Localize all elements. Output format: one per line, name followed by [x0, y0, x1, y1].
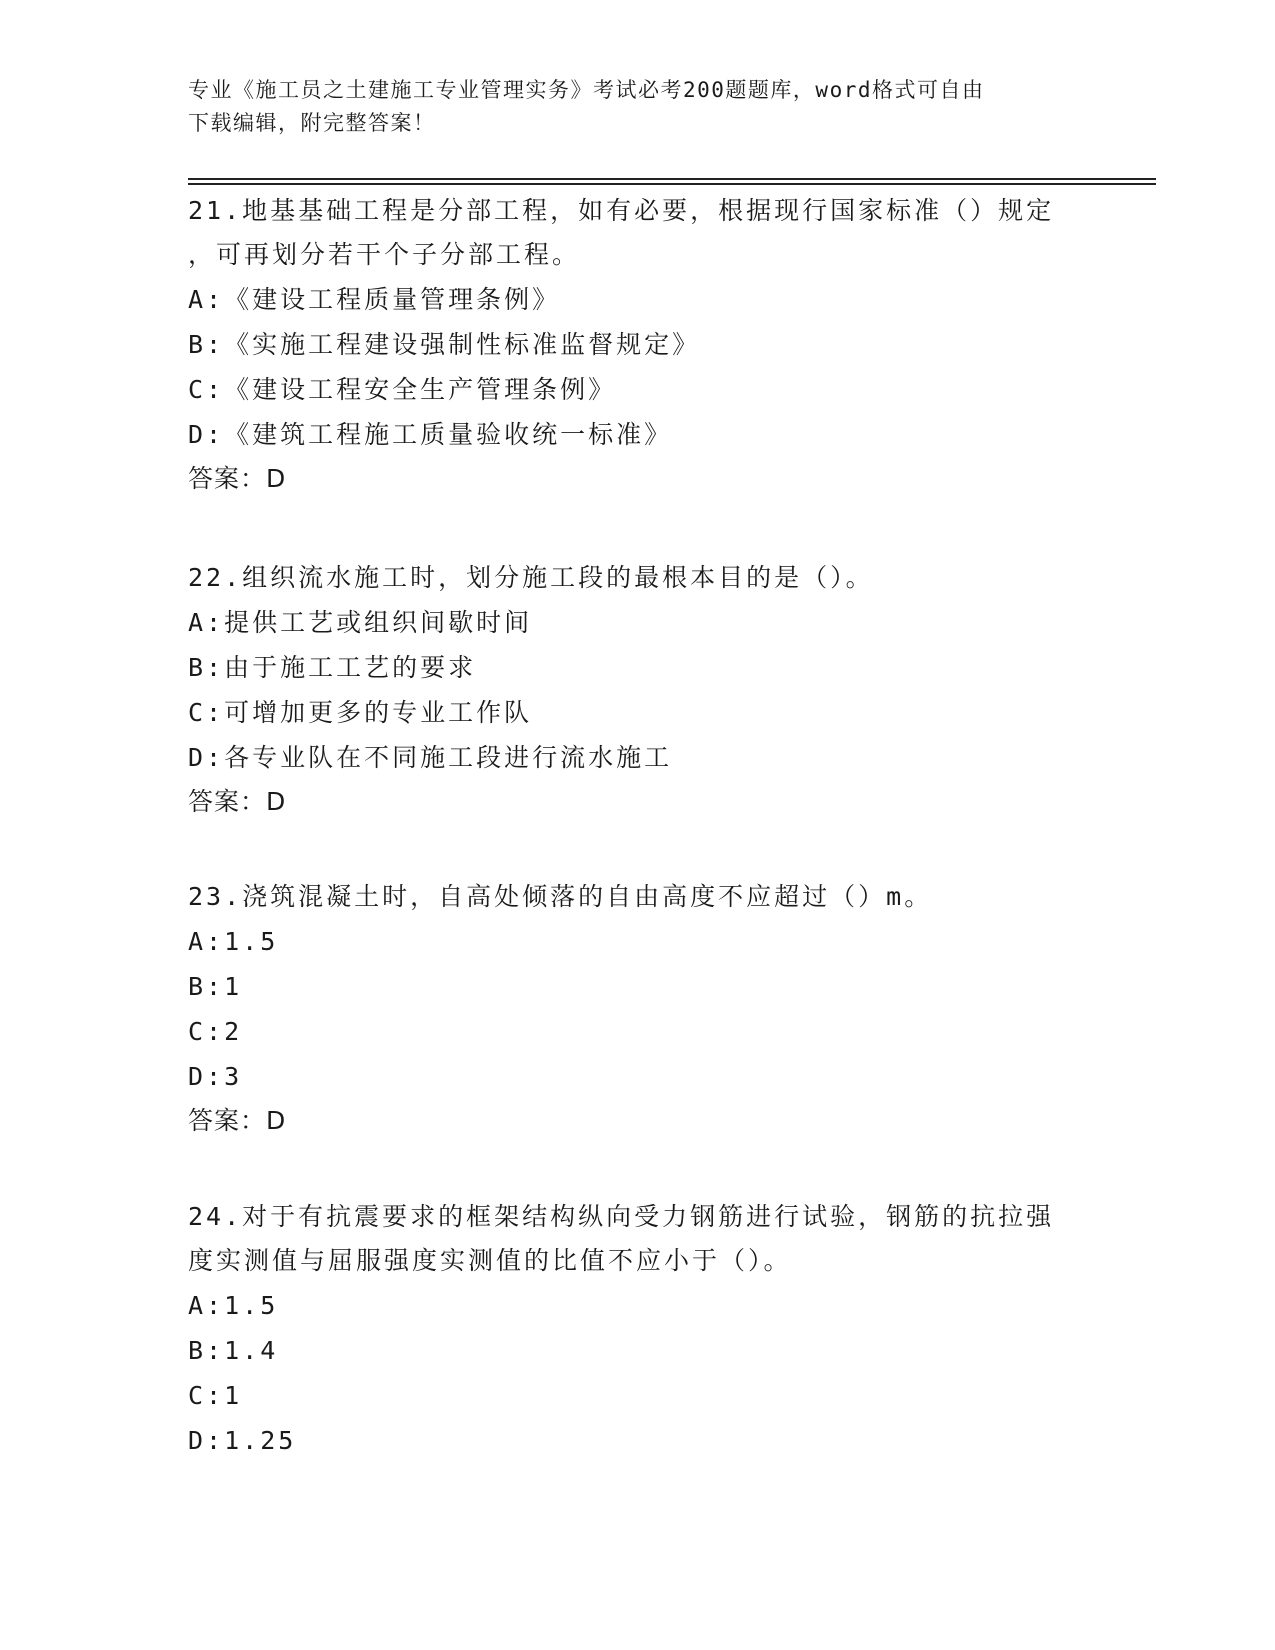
option-a: A:《建设工程质量管理条例》	[188, 285, 561, 314]
option-a: A:1.5	[188, 1291, 279, 1320]
question-stem-line: 23.浇筑混凝土时，自高处倾落的自由高度不应超过（）m。	[188, 882, 933, 911]
question-stem-line: 度实测值与屈服强度实测值的比值不应小于（）。	[188, 1246, 792, 1275]
option-d: D:1.25	[188, 1426, 297, 1455]
option-d: D:《建筑工程施工质量验收统一标准》	[188, 420, 673, 449]
option-b: B:由于施工工艺的要求	[188, 653, 477, 682]
option-c: C:1	[188, 1381, 243, 1410]
answer: 答案：D	[188, 464, 287, 493]
option-c: C:可增加更多的专业工作队	[188, 698, 533, 727]
question-stem-line: ，可再划分若干个子分部工程。	[188, 240, 581, 269]
question-22	[188, 556, 1088, 824]
question-23	[188, 875, 1088, 1143]
header-line-1: 专业《施工员之土建施工专业管理实务》考试必考200题题库，word格式可自由	[188, 78, 985, 102]
question-21	[188, 189, 1088, 501]
option-b: B:《实施工程建设强制性标准监督规定》	[188, 330, 701, 359]
header-divider-bottom	[188, 183, 1156, 185]
option-a: A:1.5	[188, 927, 279, 956]
option-b: B:1.4	[188, 1336, 279, 1365]
question-stem-line: 22.组织流水施工时，划分施工段的最根本目的是（）。	[188, 563, 874, 592]
option-a: A:提供工艺或组织间歇时间	[188, 608, 533, 637]
document-header	[188, 74, 1068, 140]
option-c: C:《建设工程安全生产管理条例》	[188, 375, 617, 404]
answer: 答案：D	[188, 787, 287, 816]
question-stem-line: 21.地基基础工程是分部工程，如有必要，根据现行国家标准（）规定	[188, 196, 1055, 225]
header-line-2: 下载编辑，附完整答案！	[188, 111, 436, 135]
question-stem-line: 24.对于有抗震要求的框架结构纵向受力钢筋进行试验，钢筋的抗拉强	[188, 1202, 1055, 1231]
answer: 答案：D	[188, 1106, 287, 1135]
option-c: C:2	[188, 1017, 243, 1046]
header-divider-top	[188, 178, 1156, 180]
question-24	[188, 1195, 1088, 1463]
option-d: D:各专业队在不同施工段进行流水施工	[188, 743, 673, 772]
option-d: D:3	[188, 1062, 243, 1091]
option-b: B:1	[188, 972, 243, 1001]
